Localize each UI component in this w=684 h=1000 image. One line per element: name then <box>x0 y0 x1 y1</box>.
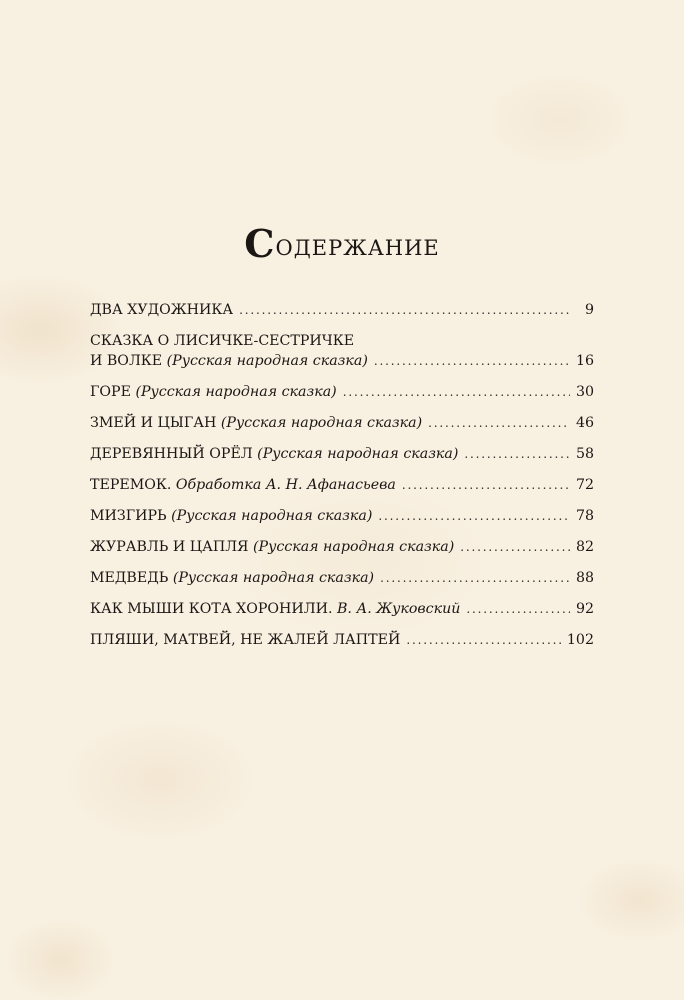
dot-leader <box>406 630 561 650</box>
toc-entry-page: 78 <box>575 508 594 524</box>
page-title <box>0 221 684 266</box>
toc-entry-dva-khudozhnika[interactable] <box>90 300 594 320</box>
dot-leader <box>466 599 570 619</box>
toc-entry-note: (Русская народная сказка) <box>171 508 373 524</box>
toc-entry-note: (Русская народная сказка) <box>253 539 455 555</box>
toc-entry-title: ПЛЯШИ, МАТВЕЙ, НЕ ЖАЛЕЙ ЛАПТЕЙ <box>90 632 401 648</box>
toc-entry-gore[interactable] <box>90 382 594 402</box>
toc-entry-derevyannyi-orel[interactable] <box>90 444 594 464</box>
toc-entry-page: 92 <box>575 601 594 617</box>
page-title-text: одержание <box>275 228 440 263</box>
toc-entry-title: ГОРЕ <box>90 384 131 400</box>
table-of-contents <box>90 300 594 661</box>
toc-entry-skazka-o-lisichke[interactable] <box>90 331 594 371</box>
toc-entry-page: 30 <box>575 384 594 400</box>
toc-entry-note: (Русская народная сказка) <box>135 384 337 400</box>
toc-entry-note: (Русская народная сказка) <box>172 570 375 586</box>
toc-entry-note: В. А. Жуковский <box>337 601 461 617</box>
toc-entry-note: (Русская народная сказка) <box>220 415 423 431</box>
toc-entry-page: 88 <box>575 570 594 586</box>
toc-entry-page: 72 <box>575 477 594 493</box>
dot-leader <box>428 413 570 433</box>
dot-leader <box>380 568 570 588</box>
toc-entry-title: ДЕРЕВЯННЫЙ ОРЁЛ <box>90 446 253 462</box>
toc-entry-mizgir[interactable] <box>90 506 594 526</box>
toc-entry-title-line1: СКАЗКА О ЛИСИЧКЕ-СЕСТРИЧКЕ <box>90 333 355 349</box>
toc-entry-page: 102 <box>566 632 594 648</box>
toc-entry-title: ДВА ХУДОЖНИКА <box>90 302 234 318</box>
dot-leader <box>460 537 570 557</box>
dot-leader <box>374 351 570 371</box>
toc-entry-zhuravl-i-tsaplya[interactable] <box>90 537 594 557</box>
dot-leader <box>343 382 570 402</box>
dot-leader <box>378 506 570 526</box>
toc-entry-title: МЕДВЕДЬ <box>90 570 169 586</box>
toc-entry-zmei-i-tsygan[interactable] <box>90 413 594 433</box>
toc-entry-page: 82 <box>575 539 594 555</box>
dot-leader <box>239 300 572 320</box>
toc-entry-plyashi-matvei[interactable] <box>90 630 594 650</box>
toc-entry-title: ЖУРАВЛЬ И ЦАПЛЯ <box>90 539 249 555</box>
toc-entry-title: МИЗГИРЬ <box>90 508 167 524</box>
toc-entry-page: 58 <box>575 446 594 462</box>
toc-entry-page: 16 <box>575 353 594 369</box>
dot-leader <box>402 475 570 495</box>
dot-leader <box>464 444 570 464</box>
toc-entry-teremok[interactable] <box>90 475 594 495</box>
toc-entry-title: ТЕРЕМОК. <box>90 477 172 493</box>
toc-entry-title: И ВОЛКЕ <box>90 353 163 369</box>
toc-entry-title: ЗМЕЙ И ЦЫГАН <box>90 415 217 431</box>
toc-entry-page: 9 <box>584 302 594 318</box>
toc-entry-title: КАК МЫШИ КОТА ХОРОНИЛИ. <box>90 601 333 617</box>
toc-entry-kak-myshi-kota[interactable] <box>90 599 594 619</box>
toc-entry-note: (Русская народная сказка) <box>257 446 459 462</box>
toc-entry-page: 46 <box>575 415 594 431</box>
toc-entry-note: (Русская народная сказка) <box>166 353 368 369</box>
ornamental-initial: С <box>244 221 276 266</box>
toc-entry-medved[interactable] <box>90 568 594 588</box>
toc-entry-note: Обработка А. Н. Афанасьева <box>175 477 396 493</box>
